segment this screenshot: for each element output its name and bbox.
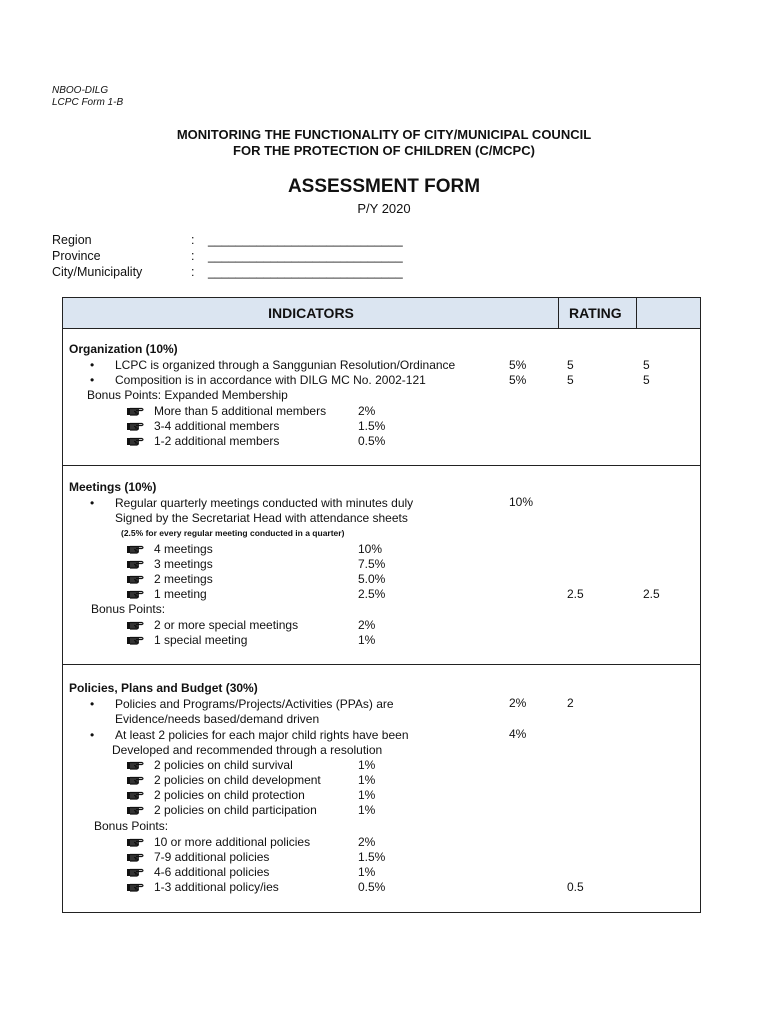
organization-sub-1: More than 5 additional members xyxy=(154,404,327,418)
policies-bonus-rating[interactable]: 0.5 xyxy=(567,880,584,894)
pointing-hand-icon xyxy=(127,560,144,569)
pointing-hand-icon xyxy=(127,761,144,770)
organization-sub-3-pct: 0.5% xyxy=(358,434,386,448)
pointing-hand-icon xyxy=(127,575,144,584)
pointing-hand-icon xyxy=(127,590,144,599)
meetings-row xyxy=(63,466,701,665)
region-field[interactable]: ____________________________ xyxy=(208,233,403,247)
pointing-hand-icon xyxy=(127,636,144,645)
rating-header: RATING xyxy=(569,305,622,321)
organization-item-2-rating[interactable]: 5 xyxy=(567,373,574,387)
city-label: City/Municipality xyxy=(52,265,143,279)
policies-bonus-3: 4-6 additional policies xyxy=(154,865,270,879)
meetings-sub-3-pct: 5.0% xyxy=(358,572,386,586)
meetings-bonus-2: 1 special meeting xyxy=(154,633,248,647)
meetings-sub-2: 3 meetings xyxy=(154,557,213,571)
policies-bonus-label: Bonus Points: xyxy=(94,819,169,833)
organization-item-2-rating-2[interactable]: 5 xyxy=(643,373,650,387)
indicators-header: INDICATORS xyxy=(268,305,354,321)
organization-item-1-pct: 5% xyxy=(509,358,527,372)
meetings-bonus-1: 2 or more special meetings xyxy=(154,618,299,632)
organization-sub-2-pct: 1.5% xyxy=(358,419,386,433)
organization-row xyxy=(63,329,701,466)
pointing-hand-icon xyxy=(127,776,144,785)
pointing-hand-icon xyxy=(127,621,144,630)
region-label: Region xyxy=(52,233,92,247)
meetings-note: (2.5% for every regular meeting conducted in a quarter) xyxy=(121,528,345,538)
pointing-hand-icon xyxy=(127,545,144,554)
organization-bonus-label: Bonus Points: Expanded Membership xyxy=(87,388,288,402)
policies-item-1-line-1: • Policies and Programs/Projects/Activities (PPAs) are xyxy=(115,697,394,711)
region-colon: : xyxy=(191,233,195,247)
policies-item-2-line-1: • At least 2 policies for each major child rights have been xyxy=(115,728,409,742)
policies-sub-2: 2 policies on child development xyxy=(154,773,321,787)
policies-sub-2-pct: 1% xyxy=(358,773,376,787)
pointing-hand-icon xyxy=(127,791,144,800)
meetings-rating-2[interactable]: 2.5 xyxy=(643,587,660,601)
meetings-sub-1-pct: 10% xyxy=(358,542,383,556)
policies-bonus-1: 10 or more additional policies xyxy=(154,835,311,849)
organization-item-2: • Composition is in accordance with DILG MC No. 2002-121 xyxy=(115,373,426,387)
organization-section xyxy=(63,329,701,466)
meetings-bonus-label: Bonus Points: xyxy=(91,602,166,616)
pointing-hand-icon xyxy=(127,853,144,862)
organization-item-1-rating-2[interactable]: 5 xyxy=(643,358,650,372)
organization-sub-3: 1-2 additional members xyxy=(154,434,280,448)
pointing-hand-icon xyxy=(127,838,144,847)
meetings-heading: Meetings (10%) xyxy=(69,480,157,494)
form-code-agency: NBOO-DILG xyxy=(52,85,109,96)
policies-item-1-line-2: Evidence/needs based/demand driven xyxy=(115,712,320,726)
policies-bonus-3-pct: 1% xyxy=(358,865,376,879)
meetings-item-1-pct: 10% xyxy=(509,495,534,509)
meetings-bonus-2-pct: 1% xyxy=(358,633,376,647)
policies-bonus-4: 1-3 additional policy/ies xyxy=(154,880,279,894)
meetings-item-1-line-2: Signed by the Secretariat Head with attendance sheets xyxy=(115,511,408,525)
policies-sub-1-pct: 1% xyxy=(358,758,376,772)
policies-heading: Policies, Plans and Budget (30%) xyxy=(69,681,258,695)
organization-item-1-rating[interactable]: 5 xyxy=(567,358,574,372)
meetings-sub-2-pct: 7.5% xyxy=(358,557,386,571)
province-label: Province xyxy=(52,249,101,263)
title-line-2: FOR THE PROTECTION OF CHILDREN (C/MCPC) xyxy=(233,143,535,158)
title-line-1: MONITORING THE FUNCTIONALITY OF CITY/MUNICIPAL COUNCIL xyxy=(176,127,592,142)
form-title: ASSESSMENT FORM xyxy=(287,176,481,197)
policies-sub-3: 2 policies on child protection xyxy=(154,788,305,802)
organization-sub-1-pct: 2% xyxy=(358,404,376,418)
policies-item-2-line-2: Developed and recommended through a resolution xyxy=(112,743,383,757)
pointing-hand-icon xyxy=(127,883,144,892)
pointing-hand-icon xyxy=(127,868,144,877)
meetings-bonus-1-pct: 2% xyxy=(358,618,376,632)
city-colon: : xyxy=(191,265,195,279)
rating-header-cell xyxy=(559,298,637,329)
policies-bonus-1-pct: 2% xyxy=(358,835,376,849)
plan-year: P/Y 2020 xyxy=(357,201,411,216)
organization-item-2-pct: 5% xyxy=(509,373,527,387)
table-header-row xyxy=(63,298,701,329)
policies-sub-3-pct: 1% xyxy=(358,788,376,802)
meetings-sub-1: 4 meetings xyxy=(154,542,213,556)
organization-heading: Organization (10%) xyxy=(69,342,178,356)
policies-item-2-pct: 4% xyxy=(509,727,527,741)
policies-bonus-2-pct: 1.5% xyxy=(358,850,386,864)
meetings-section xyxy=(63,466,701,665)
policies-item-1-rating[interactable]: 2 xyxy=(567,696,574,710)
policies-bonus-2: 7-9 additional policies xyxy=(154,850,270,864)
policies-sub-4-pct: 1% xyxy=(358,803,376,817)
policies-row xyxy=(63,665,701,913)
policies-section xyxy=(63,665,701,913)
meetings-sub-3: 2 meetings xyxy=(154,572,213,586)
assessment-table xyxy=(62,297,701,913)
policies-sub-1: 2 policies on child survival xyxy=(154,758,293,772)
rating-header-extra xyxy=(637,298,701,329)
form-code-number: LCPC Form 1-B xyxy=(52,97,124,108)
pointing-hand-icon xyxy=(127,806,144,815)
pointing-hand-icon xyxy=(127,407,144,416)
meetings-item-1-line-1: • Regular quarterly meetings conducted with minutes duly xyxy=(115,496,413,510)
policies-bonus-4-pct: 0.5% xyxy=(358,880,386,894)
meetings-rating[interactable]: 2.5 xyxy=(567,587,584,601)
policies-item-1-pct: 2% xyxy=(509,696,527,710)
pointing-hand-icon xyxy=(127,422,144,431)
province-colon: : xyxy=(191,249,195,263)
organization-sub-2: 3-4 additional members xyxy=(154,419,280,433)
organization-item-1: • LCPC is organized through a Sanggunian Resolution/Ordinance xyxy=(115,358,455,372)
meetings-sub-4-pct: 2.5% xyxy=(358,587,386,601)
indicators-header-cell xyxy=(63,298,559,329)
province-field[interactable]: ____________________________ xyxy=(208,249,403,263)
pointing-hand-icon xyxy=(127,437,144,446)
meetings-sub-4: 1 meeting xyxy=(154,587,207,601)
city-field[interactable]: ____________________________ xyxy=(208,265,403,279)
policies-sub-4: 2 policies on child participation xyxy=(154,803,317,817)
